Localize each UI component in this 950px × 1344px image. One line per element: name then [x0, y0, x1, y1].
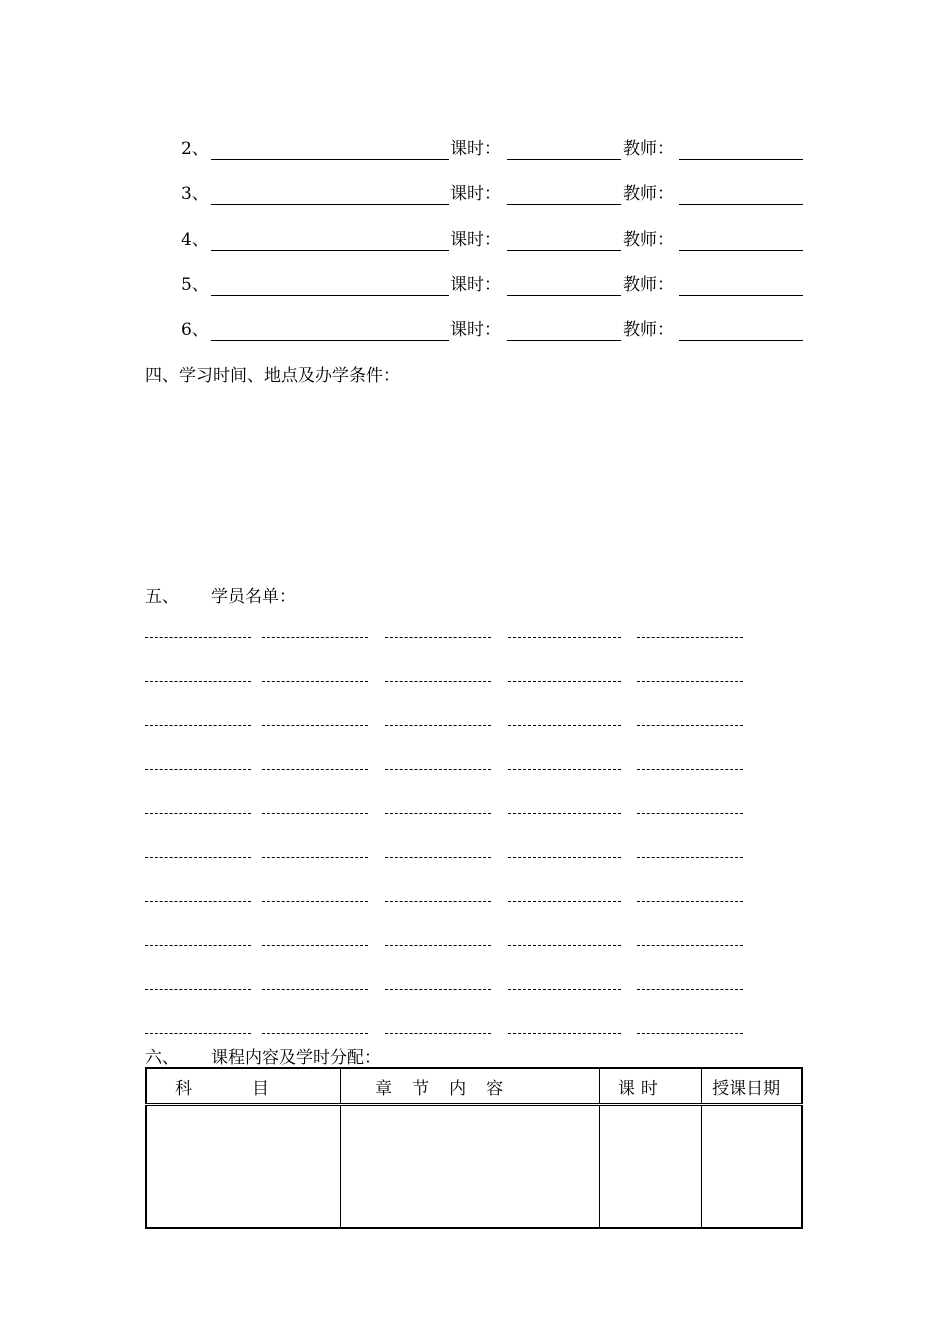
student-name-blank[interactable]: [508, 813, 621, 814]
teacher-label: 教师：: [623, 320, 674, 340]
student-name-blank[interactable]: [637, 681, 743, 682]
hours-label: 课时：: [450, 275, 501, 295]
section4-heading: [145, 364, 400, 388]
student-name-blank[interactable]: [145, 1033, 251, 1034]
student-name-blank[interactable]: [385, 945, 491, 946]
hours-label: 课时：: [450, 184, 501, 204]
course-content-table: [145, 1067, 803, 1229]
student-name-blank[interactable]: [385, 857, 491, 858]
student-name-blank[interactable]: [262, 857, 368, 858]
student-row: [145, 849, 765, 867]
course-name-blank[interactable]: [211, 228, 449, 251]
teacher-blank[interactable]: [679, 273, 803, 296]
student-name-blank[interactable]: [637, 725, 743, 726]
student-name-blank[interactable]: [508, 769, 621, 770]
course-line: [181, 273, 811, 297]
teacher-label: 教师：: [623, 184, 674, 204]
course-line-number: 6、: [181, 320, 209, 340]
hours-label: 课时：: [450, 139, 501, 159]
student-name-blank[interactable]: [385, 637, 491, 638]
table-header-row: [146, 1068, 802, 1105]
student-name-blank[interactable]: [385, 901, 491, 902]
cell-teaching-date[interactable]: [702, 1105, 802, 1229]
student-name-blank[interactable]: [145, 857, 251, 858]
header-subject: 科目: [146, 1068, 341, 1105]
student-name-blank[interactable]: [262, 989, 368, 990]
hours-blank[interactable]: [507, 318, 621, 341]
cell-hours[interactable]: [599, 1105, 701, 1229]
student-name-blank[interactable]: [385, 1033, 491, 1034]
student-name-blank[interactable]: [262, 813, 368, 814]
hours-blank[interactable]: [507, 137, 621, 160]
course-line-number: 2、: [181, 139, 209, 159]
teacher-blank[interactable]: [679, 137, 803, 160]
student-name-blank[interactable]: [145, 945, 251, 946]
student-name-blank[interactable]: [262, 1033, 368, 1034]
course-line: [181, 182, 811, 206]
student-name-blank[interactable]: [145, 725, 251, 726]
student-name-blank[interactable]: [262, 725, 368, 726]
course-name-blank[interactable]: [211, 273, 449, 296]
student-name-blank[interactable]: [637, 989, 743, 990]
hours-blank[interactable]: [507, 228, 621, 251]
student-name-blank[interactable]: [508, 1033, 621, 1034]
student-name-blank[interactable]: [385, 769, 491, 770]
student-row: [145, 1025, 765, 1043]
student-name-blank[interactable]: [637, 901, 743, 902]
student-name-blank[interactable]: [385, 725, 491, 726]
student-name-blank[interactable]: [145, 901, 251, 902]
student-name-blank[interactable]: [508, 681, 621, 682]
header-hours: 课时: [599, 1068, 701, 1105]
student-name-blank[interactable]: [637, 945, 743, 946]
teacher-blank[interactable]: [679, 182, 803, 205]
course-line: [181, 137, 811, 161]
section5-number: 五、: [145, 587, 179, 607]
student-name-blank[interactable]: [262, 945, 368, 946]
teacher-label: 教师：: [623, 139, 674, 159]
student-row: [145, 717, 765, 735]
student-name-blank[interactable]: [637, 769, 743, 770]
course-name-blank[interactable]: [211, 318, 449, 341]
student-row: [145, 761, 765, 779]
student-name-blank[interactable]: [508, 857, 621, 858]
hours-blank[interactable]: [507, 273, 621, 296]
student-row: [145, 629, 765, 647]
student-name-blank[interactable]: [385, 989, 491, 990]
section5-title: 学员名单：: [211, 587, 296, 607]
student-row: [145, 981, 765, 999]
student-name-blank[interactable]: [508, 901, 621, 902]
section4-title: 四、学习时间、地点及办学条件：: [145, 366, 400, 386]
student-row: [145, 673, 765, 691]
student-name-blank[interactable]: [145, 681, 251, 682]
hours-label: 课时：: [450, 320, 501, 340]
student-name-blank[interactable]: [385, 681, 491, 682]
student-name-blank[interactable]: [508, 989, 621, 990]
course-line-number: 4、: [181, 230, 209, 250]
student-name-blank[interactable]: [637, 1033, 743, 1034]
hours-label: 课时：: [450, 230, 501, 250]
course-name-blank[interactable]: [211, 137, 449, 160]
teacher-label: 教师：: [623, 230, 674, 250]
cell-chapter-content[interactable]: [341, 1105, 600, 1229]
cell-subject[interactable]: [146, 1105, 341, 1229]
student-name-blank[interactable]: [262, 769, 368, 770]
student-name-blank[interactable]: [637, 857, 743, 858]
section6-number: 六、: [145, 1048, 179, 1068]
course-name-blank[interactable]: [211, 182, 449, 205]
student-name-blank[interactable]: [145, 813, 251, 814]
section6-title: 课程内容及学时分配：: [211, 1048, 381, 1068]
student-name-blank[interactable]: [637, 637, 743, 638]
teacher-blank[interactable]: [679, 228, 803, 251]
course-line-number: 5、: [181, 275, 209, 295]
student-name-blank[interactable]: [508, 945, 621, 946]
header-chapter-content: 章节内容: [341, 1068, 600, 1105]
student-name-blank[interactable]: [508, 725, 621, 726]
student-name-blank[interactable]: [262, 901, 368, 902]
teacher-label: 教师：: [623, 275, 674, 295]
student-row: [145, 893, 765, 911]
teacher-blank[interactable]: [679, 318, 803, 341]
table-row: [146, 1105, 802, 1229]
student-row: [145, 937, 765, 955]
student-name-blank[interactable]: [385, 813, 491, 814]
student-name-blank[interactable]: [637, 813, 743, 814]
student-name-blank[interactable]: [145, 637, 251, 638]
student-name-blank[interactable]: [508, 637, 621, 638]
student-name-blank[interactable]: [145, 769, 251, 770]
course-line: [181, 228, 811, 252]
student-name-blank[interactable]: [262, 681, 368, 682]
course-line-number: 3、: [181, 184, 209, 204]
course-line: [181, 318, 811, 342]
hours-blank[interactable]: [507, 182, 621, 205]
student-row: [145, 805, 765, 823]
student-name-blank[interactable]: [145, 989, 251, 990]
header-teaching-date: 授课日期: [702, 1068, 802, 1105]
student-name-blank[interactable]: [262, 637, 368, 638]
